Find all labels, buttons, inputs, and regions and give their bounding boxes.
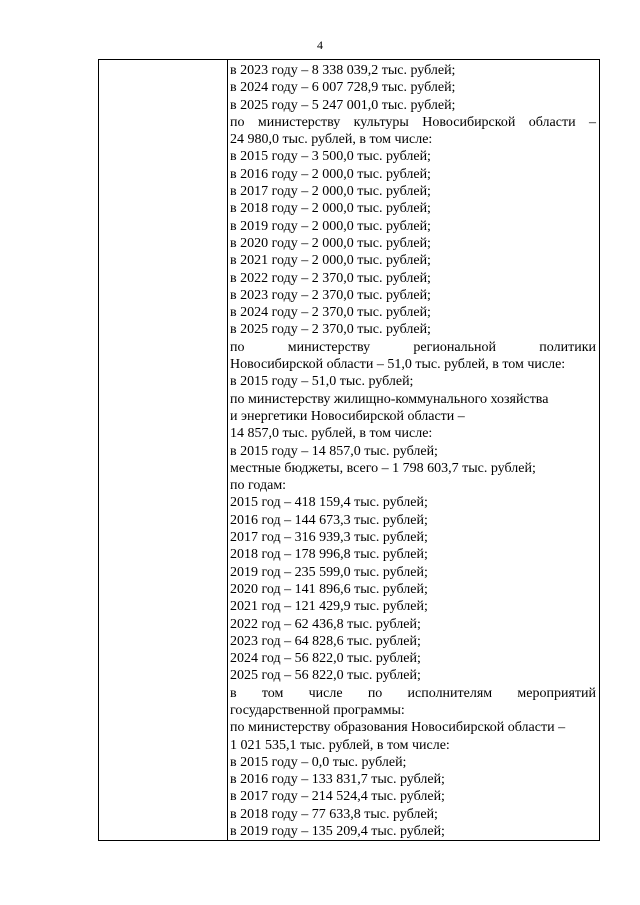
text-line: 14 857,0 тыс. рублей, в том числе: <box>230 426 433 442</box>
text-line: в 2019 году – 135 209,4 тыс. рублей; <box>230 824 445 840</box>
text-line: в 2017 году – 214 524,4 тыс. рублей; <box>230 789 445 805</box>
text-line: в 2019 году – 2 000,0 тыс. рублей; <box>230 218 431 234</box>
text-line: в 2023 году – 8 338 039,2 тыс. рублей; <box>230 63 456 78</box>
text-line: 2021 год – 121 429,9 тыс. рублей; <box>230 599 428 615</box>
text-line: в 2020 году – 2 000,0 тыс. рублей; <box>230 235 431 251</box>
text-line: в 2018 году – 77 633,8 тыс. рублей; <box>230 806 438 822</box>
text-line: 2015 год – 418 159,4 тыс. рублей; <box>230 495 428 511</box>
budget-table <box>98 59 600 841</box>
text-line: по годам: <box>230 478 287 494</box>
text-line: в 2021 году – 2 000,0 тыс. рублей; <box>230 253 431 269</box>
text-line: в 2018 году – 2 000,0 тыс. рублей; <box>230 201 431 217</box>
text-line: в 2024 году – 6 007 728,9 тыс. рублей; <box>230 80 456 96</box>
text-line: 2020 год – 141 896,6 тыс. рублей; <box>230 581 428 597</box>
text-line: в 2022 году – 2 370,0 тыс. рублей; <box>230 270 431 286</box>
text-line: 2025 год – 56 822,0 тыс. рублей; <box>230 668 421 684</box>
text-line: по министерству культуры Новосибирской области – <box>230 114 596 130</box>
text-line: в 2016 году – 2 000,0 тыс. рублей; <box>230 166 431 182</box>
text-line: 2017 год – 316 939,3 тыс. рублей; <box>230 530 428 546</box>
text-line: по министерству образования Новосибирской области – <box>230 720 566 736</box>
page-number: 4 <box>317 38 323 52</box>
text-line: 2022 год – 62 436,8 тыс. рублей; <box>230 616 421 632</box>
text-line: в том числе по исполнителям мероприятий <box>230 685 596 701</box>
text-line: и энергетики Новосибирской области – <box>230 408 465 424</box>
text-line: 2016 год – 144 673,3 тыс. рублей; <box>230 512 428 528</box>
text-line: 2019 год – 235 599,0 тыс. рублей; <box>230 564 428 580</box>
column-divider <box>227 60 228 840</box>
text-line: в 2015 году – 14 857,0 тыс. рублей; <box>230 443 438 459</box>
text-line: 2024 год – 56 822,0 тыс. рублей; <box>230 651 421 667</box>
funding-text-cell <box>230 62 596 840</box>
text-line: местные бюджеты, всего – 1 798 603,7 тыс. рублей; <box>230 460 536 476</box>
text-line: 2018 год – 178 996,8 тыс. рублей; <box>230 547 428 563</box>
text-line: 2023 год – 64 828,6 тыс. рублей; <box>230 633 421 649</box>
text-line: в 2015 году – 0,0 тыс. рублей; <box>230 754 407 770</box>
text-line: в 2023 году – 2 370,0 тыс. рублей; <box>230 287 431 303</box>
text-line: по министерству жилищно-коммунального хозяйства <box>230 391 549 407</box>
text-line: в 2025 году – 2 370,0 тыс. рублей; <box>230 322 431 338</box>
text-line: в 2015 году – 3 500,0 тыс. рублей; <box>230 149 431 165</box>
text-line: в 2024 году – 2 370,0 тыс. рублей; <box>230 305 431 321</box>
text-line: государственной программы: <box>230 702 405 718</box>
text-line: по министерству региональной политики <box>230 339 596 355</box>
text-line: Новосибирской области – 51,0 тыс. рублей, в том числе: <box>230 357 566 373</box>
text-line: 1 021 535,1 тыс. рублей, в том числе: <box>230 737 450 753</box>
text-line: в 2015 году – 51,0 тыс. рублей; <box>230 374 414 390</box>
text-line: 24 980,0 тыс. рублей, в том числе: <box>230 132 433 148</box>
text-line: в 2025 году – 5 247 001,0 тыс. рублей; <box>230 97 456 113</box>
text-line: в 2017 году – 2 000,0 тыс. рублей; <box>230 184 431 200</box>
text-line: в 2016 году – 133 831,7 тыс. рублей; <box>230 772 445 788</box>
